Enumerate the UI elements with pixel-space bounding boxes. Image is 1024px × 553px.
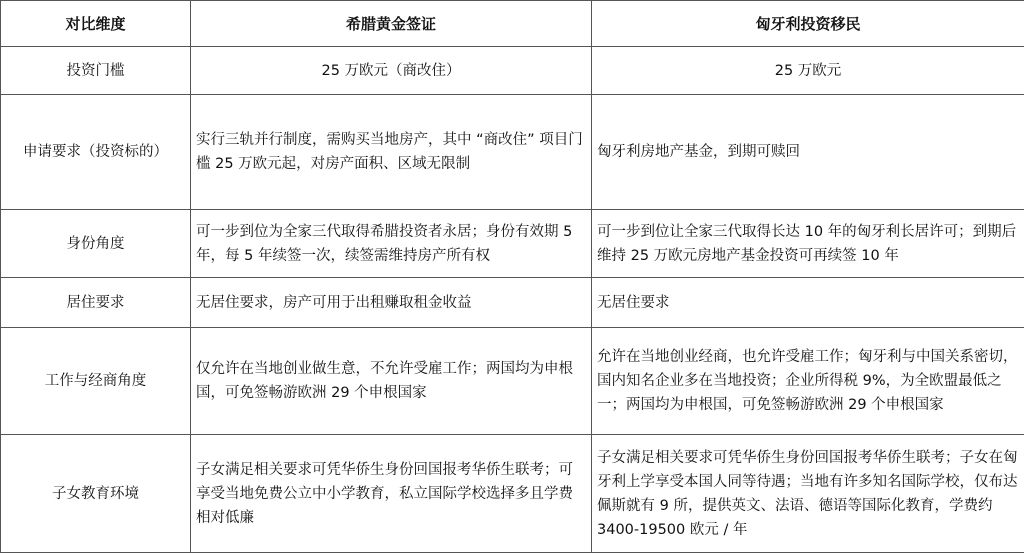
hungary-cell: 允许在当地创业经商，也允许受雇工作；匈牙利与中国关系密切，国内知名企业多在当地投资；企业所得税 9%，为全欧盟最低之一；两国均为申根国，可免签畅游欧洲 29 个申根国家	[592, 328, 1024, 435]
table-row	[1, 278, 1024, 328]
header-greece: 希腊黄金签证	[191, 1, 592, 47]
greece-cell: 可一步到位为全家三代取得希腊投资者永居；身份有效期 5 年，每 5 年续签一次，续签需维持房产所有权	[191, 210, 592, 278]
table-row	[1, 435, 1024, 553]
greece-cell: 无居住要求，房产可用于出租赚取租金收益	[191, 278, 592, 328]
row-dimension: 身份角度	[1, 210, 191, 278]
row-dimension: 投资门槛	[1, 47, 191, 95]
hungary-cell: 25 万欧元	[592, 47, 1024, 95]
header-dimension: 对比维度	[1, 1, 191, 47]
row-dimension: 申请要求（投资标的）	[1, 95, 191, 210]
greece-cell: 子女满足相关要求可凭华侨生身份回国报考华侨生联考；可享受当地免费公立中小学教育，私立国际学校选择多且学费相对低廉	[191, 435, 592, 553]
table-row	[1, 210, 1024, 278]
row-dimension: 居住要求	[1, 278, 191, 328]
hungary-cell: 匈牙利房地产基金，到期可赎回	[592, 95, 1024, 210]
header-row	[1, 1, 1024, 47]
table-row	[1, 47, 1024, 95]
row-dimension: 工作与经商角度	[1, 328, 191, 435]
hungary-cell: 子女满足相关要求可凭华侨生身份回国报考华侨生联考；子女在匈牙利上学享受本国人同等待遇；当地有许多知名国际学校，仅布达佩斯就有 9 所，提供英文、法语、德语等国际化教育，学费约 3400-19500 欧元 / 年	[592, 435, 1024, 553]
hungary-cell: 可一步到位让全家三代取得长达 10 年的匈牙利长居许可；到期后维持 25 万欧元房地产基金投资可再续签 10 年	[592, 210, 1024, 278]
greece-cell: 25 万欧元（商改住）	[191, 47, 592, 95]
greece-cell: 仅允许在当地创业做生意，不允许受雇工作；两国均为申根国，可免签畅游欧洲 29 个申根国家	[191, 328, 592, 435]
hungary-cell: 无居住要求	[592, 278, 1024, 328]
table-row	[1, 328, 1024, 435]
header-hungary: 匈牙利投资移民	[592, 1, 1024, 47]
greece-cell: 实行三轨并行制度，需购买当地房产，其中 “商改住” 项目门槛 25 万欧元起，对房产面积、区域无限制	[191, 95, 592, 210]
table-row	[1, 95, 1024, 210]
row-dimension: 子女教育环境	[1, 435, 191, 553]
